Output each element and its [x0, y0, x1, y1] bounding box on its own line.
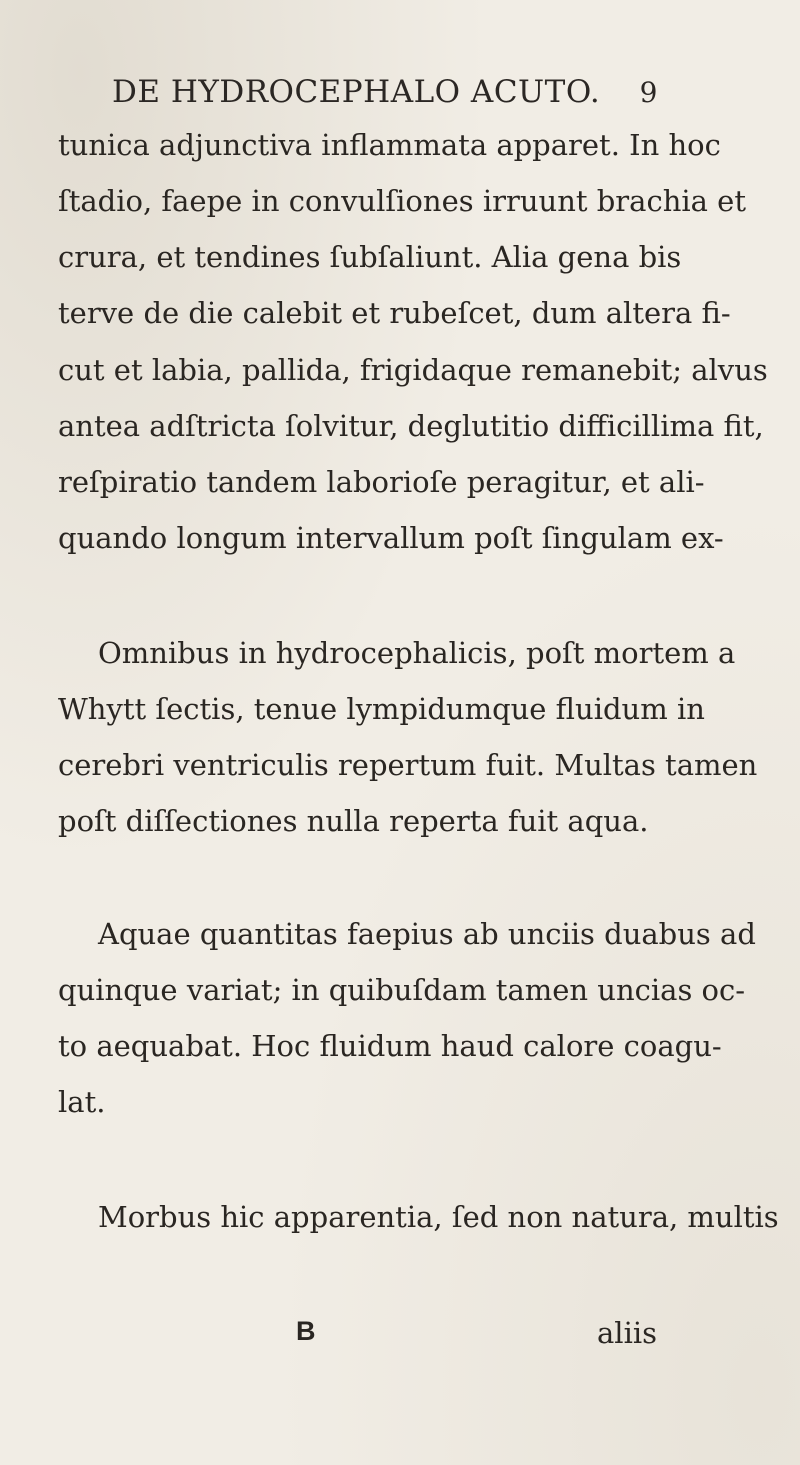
text-line: ſtadio, faepe in convulſiones irruunt brachia et	[58, 184, 746, 218]
text-line: cut et labia, pallida, frigidaque remanebit; alvus	[58, 353, 768, 387]
text-line: lat.	[58, 1085, 106, 1119]
text-line: Omnibus in hydrocephalicis, poſt mortem a	[98, 636, 736, 670]
text-line: to aequabat. Hoc fluidum haud calore coagu-	[58, 1029, 722, 1063]
catchword: aliis	[597, 1316, 657, 1350]
text-line: Whytt ſectis, tenue lympidumque fluidum in	[58, 692, 705, 726]
text-line: Aquae quantitas faepius ab unciis duabus ad	[98, 917, 756, 951]
text-line: reſpiratio tandem laborioſe peragitur, et ali-	[58, 465, 705, 499]
signature-mark: B	[296, 1316, 316, 1346]
text-line: cerebri ventriculis repertum fuit. Multas tamen	[58, 748, 758, 782]
text-line: quando longum intervallum poſt ſingulam ex-	[58, 521, 724, 555]
running-title: DE HYDROCEPHALO ACUTO.	[112, 74, 601, 110]
text-line: Morbus hic apparentia, ſed non natura, multis	[98, 1200, 779, 1234]
running-header	[112, 74, 658, 110]
text-line: poſt diſſectiones nulla reperta fuit aqua.	[58, 804, 649, 838]
text-line: antea adſtricta ſolvitur, deglutitio difficillima fit,	[58, 409, 764, 443]
text-line: tunica adjunctiva inflammata apparet. In hoc	[58, 128, 721, 162]
text-line: crura, et tendines ſubſaliunt. Alia gena bis	[58, 240, 682, 274]
text-line: terve de die calebit et rubeſcet, dum altera fi-	[58, 296, 731, 330]
page-number: 9	[639, 76, 658, 109]
text-line: quinque variat; in quibuſdam tamen uncias oc-	[58, 973, 746, 1007]
